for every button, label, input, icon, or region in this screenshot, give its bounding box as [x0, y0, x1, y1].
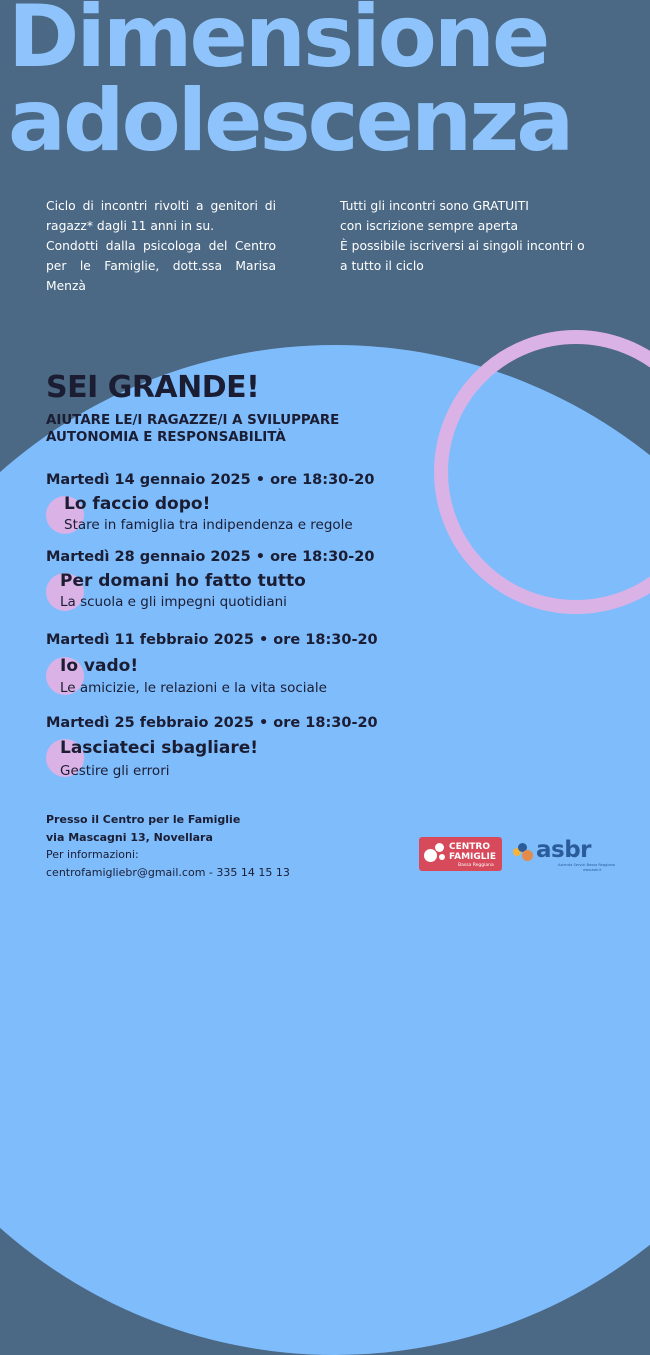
- intro-right-line-2: con iscrizione sempre aperta: [340, 219, 519, 233]
- centro-famiglie-logo: [419, 837, 502, 871]
- centro-logo-line-3: Bassa Reggiana: [458, 863, 494, 868]
- centro-logo-line-1: CENTRO: [449, 842, 491, 852]
- info-label: Per informazioni:: [46, 848, 139, 861]
- subheadline-line-2: AUTONOMIA E RESPONSABILITÀ: [46, 430, 286, 445]
- intro-left-paragraph-2: Condotti dalla psicologa del Centro per le Famiglie, dott.ssa Marisa Menzà: [46, 239, 276, 293]
- venue-name: Presso il Centro per le Famiglie: [46, 813, 241, 826]
- title-line-2: adolescenza: [8, 71, 572, 171]
- event-4-title: Lasciateci sbagliare!: [60, 738, 258, 758]
- logo-dot-icon: [522, 850, 533, 861]
- event-2-description: La scuola e gli impegni quotidiani: [60, 594, 287, 610]
- event-3-date: Martedì 11 febbraio 2025 • ore 18:30-20: [46, 632, 378, 648]
- intro-left-paragraph-1: Ciclo di incontri rivolti a genitori di ragazz* dagli 11 anni in su.: [46, 199, 276, 233]
- contact-info: centrofamigliebr@gmail.com - 335 14 15 13: [46, 865, 290, 879]
- logo-circle-icon: [439, 854, 445, 860]
- footer-info: [46, 811, 290, 881]
- event-1-description: Stare in famiglia tra indipendenza e regole: [64, 517, 353, 533]
- subheadline-line-1: AIUTARE LE/I RAGAZZE/I A SVILUPPARE: [46, 413, 340, 428]
- title-line-1: Dimensione: [8, 0, 548, 87]
- centro-logo-line-2: FAMIGLIE: [449, 852, 497, 862]
- event-1-title: Lo faccio dopo!: [64, 494, 211, 514]
- event-2-date: Martedì 28 gennaio 2025 • ore 18:30-20: [46, 549, 375, 565]
- intro-right-line-1: Tutti gli incontri sono GRATUITI: [340, 199, 529, 213]
- intro-right-line-3: È possibile iscriversi ai singoli incontri o: [340, 239, 585, 253]
- event-2-title: Per domani ho fatto tutto: [60, 571, 306, 591]
- event-4-description: Gestire gli errori: [60, 763, 170, 779]
- asbr-logo-url: www.asbr.it: [583, 868, 602, 872]
- asbr-logo-subtitle: Azienda Servizi Bassa Reggiana: [558, 863, 616, 867]
- intro-right-line-4: a tutto il ciclo: [340, 259, 424, 273]
- venue-address: via Mascagni 13, Novellara: [46, 830, 213, 844]
- event-4-date: Martedì 25 febbraio 2025 • ore 18:30-20: [46, 715, 378, 731]
- event-1-date: Martedì 14 gennaio 2025 • ore 18:30-20: [46, 472, 375, 488]
- headline: SEI GRANDE!: [46, 370, 260, 405]
- logo-circle-icon: [424, 849, 437, 862]
- asbr-logo-name: asbr: [536, 837, 592, 863]
- logo-circle-icon: [435, 843, 444, 852]
- event-3-title: Io vado!: [60, 656, 139, 676]
- subheadline: [46, 412, 406, 446]
- asbr-logo: [513, 837, 616, 873]
- event-3-description: Le amicizie, le relazioni e la vita sociale: [60, 680, 327, 696]
